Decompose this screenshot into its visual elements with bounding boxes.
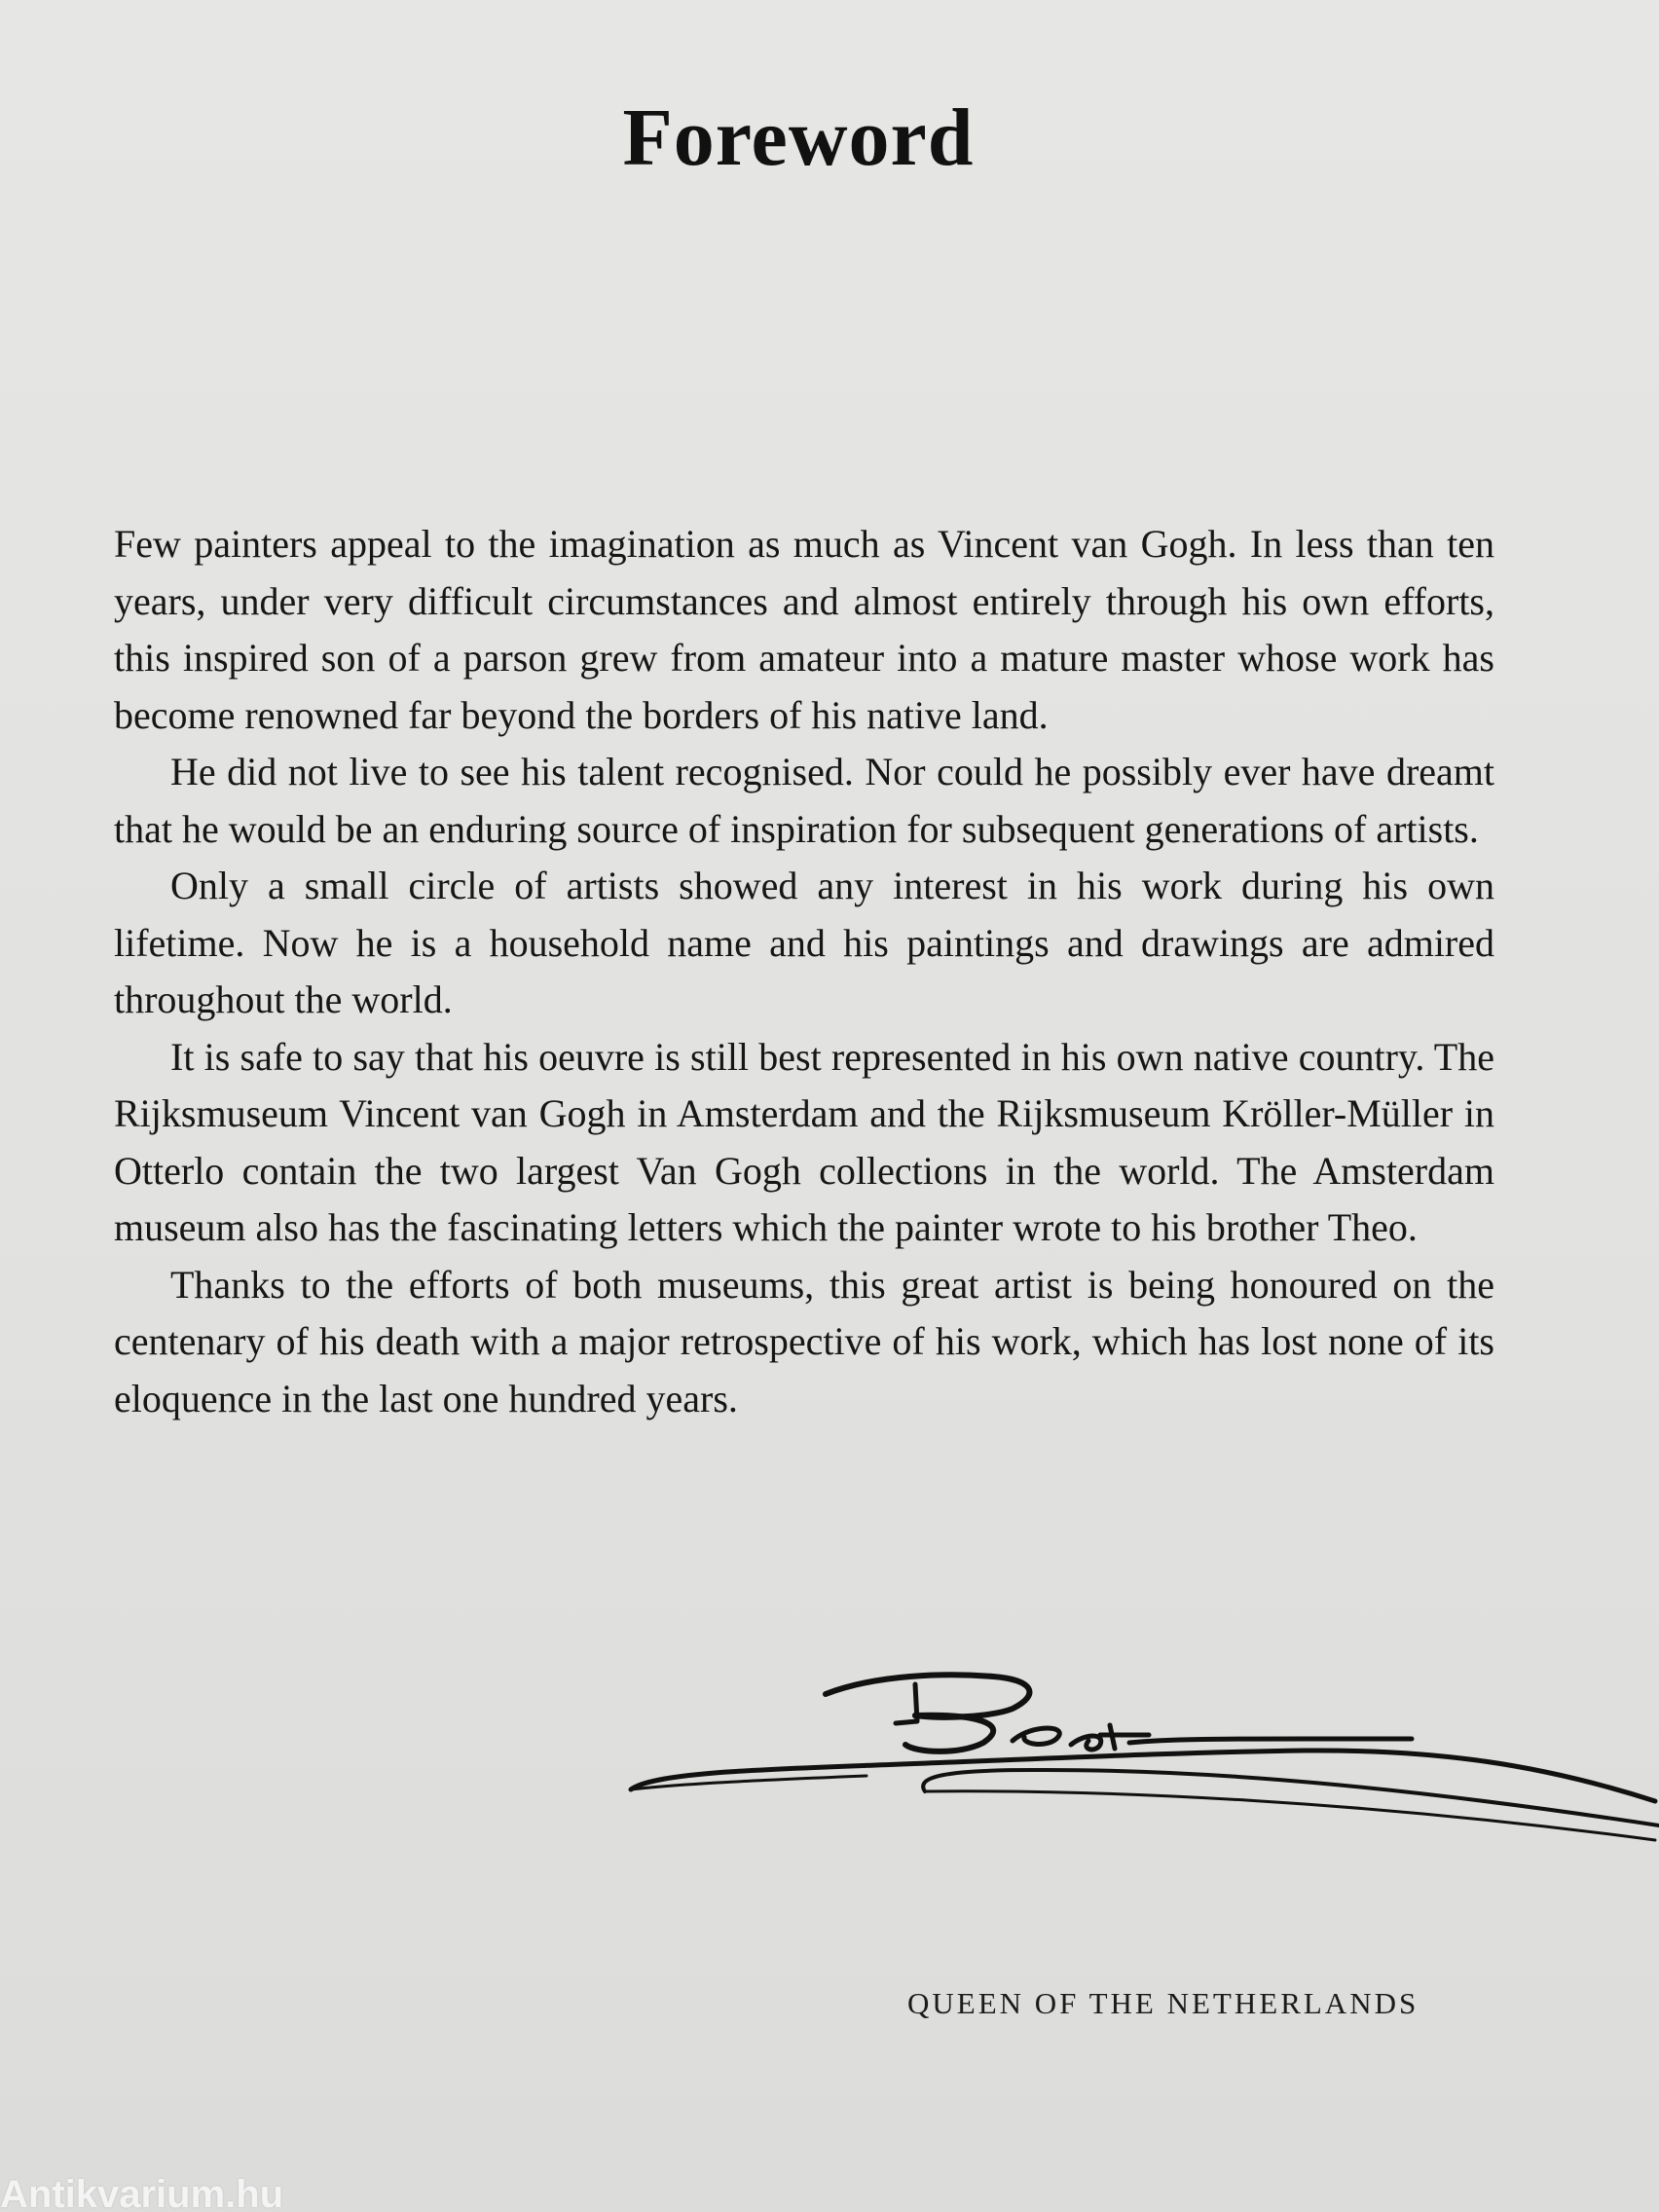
paragraph-2: He did not live to see his talent recognised. Nor could he possibly ever have dreamt that he would be an enduring source of inspiration for subsequent generations of artists. (114, 750, 1494, 851)
foreword-body (114, 516, 1494, 1427)
paragraph-1: Few painters appeal to the imagination as much as Vincent van Gogh. In less than ten years, under very difficult circumstances and almost entirely through his own efforts, this inspired son of a parson grew from amateur into a mature master whose work has become renowned far beyond the borders of his native land. (114, 522, 1494, 737)
paragraph-3: Only a small circle of artists showed any interest in his work during his own lifetime. Now he is a household name and his paintings and drawings are admired throughout the world. (114, 864, 1494, 1021)
signer-title: QUEEN OF THE NETHERLANDS (907, 1986, 1419, 2020)
watermark-text: Antikvarium.hu (0, 2173, 284, 2212)
paragraph-4: It is safe to say that his oeuvre is still best represented in his own native country. The Rijksmuseum Vincent van Gogh in Amsterdam and the Rijksmuseum Kröller-Müller in Otterlo contain the two largest Van Gogh collections in the world. The Amsterdam museum also has the fascinating letters which the painter wrote to his brother Theo. (114, 1034, 1494, 1249)
paragraph-5: Thanks to the efforts of both museums, this great artist is being honoured on the centenary of his death with a major retrospective of his work, which has lost none of its eloquence in the last one hundred years. (114, 1262, 1494, 1420)
page-title: Foreword (622, 92, 975, 183)
handwritten-signature (623, 1655, 1659, 1850)
